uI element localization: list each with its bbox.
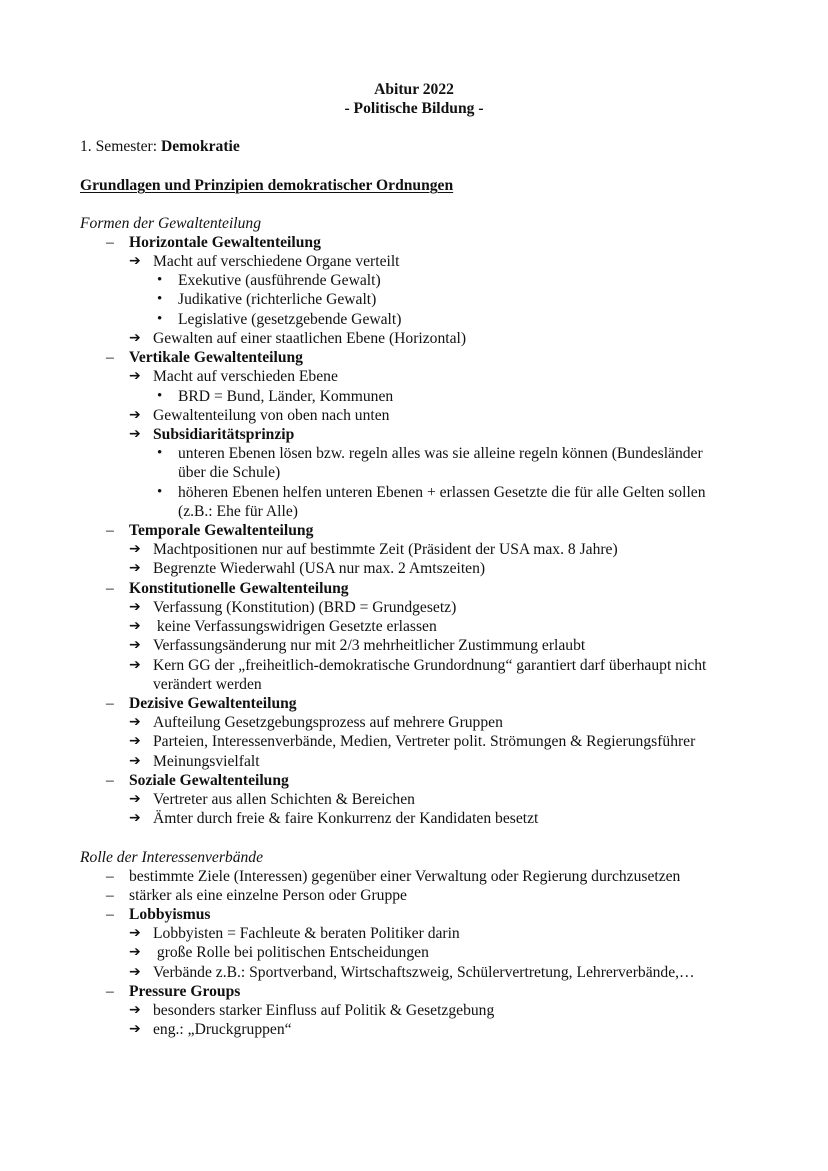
arrow-item: Lobbyisten = Fachleute & beraten Politiker darin xyxy=(153,925,460,942)
arrow-icon: ➔ xyxy=(129,964,141,980)
arrow-item: Gewalten auf einer staatlichen Ebene (Horizontal) xyxy=(153,330,467,347)
arrow-icon: ➔ xyxy=(129,253,141,269)
semester-label: 1. Semester: xyxy=(80,138,161,155)
item-title-pressure-groups: Pressure Groups xyxy=(129,983,241,1000)
arrow-item-subsidiaritaet: Subsidiaritätsprinzip xyxy=(153,426,295,443)
bullet-item: Legislative (gesetzgebende Gewalt) xyxy=(178,311,402,328)
arrow-item: Vertreter aus allen Schichten & Bereichen xyxy=(153,791,415,808)
arrow-icon: ➔ xyxy=(129,657,141,673)
bullet-item: Exekutive (ausführende Gewalt) xyxy=(178,272,381,289)
bullet-item: unteren Ebenen lösen bzw. regeln alles was sie alleine regeln können (Bundesländer xyxy=(178,445,703,462)
arrow-icon: ➔ xyxy=(129,426,141,442)
arrow-item: Begrenzte Wiederwahl (USA nur max. 2 Amtszeiten) xyxy=(153,560,486,577)
dash-icon: – xyxy=(106,983,114,1000)
item-title-sozial: Soziale Gewaltenteilung xyxy=(129,772,289,789)
arrow-item: keine Verfassungswidrigen Gesetzte erlassen xyxy=(153,618,437,635)
bullet-item-continuation: über die Schule) xyxy=(178,464,281,481)
bullet-icon: • xyxy=(157,311,163,327)
arrow-icon: ➔ xyxy=(129,925,141,941)
item-title-konstitutionell: Konstitutionelle Gewaltenteilung xyxy=(129,580,349,597)
arrow-item: Gewaltenteilung von oben nach unten xyxy=(153,407,390,424)
bullet-item: höheren Ebenen helfen unteren Ebenen + erlassen Gesetzte die für alle Gelten sollen xyxy=(178,484,706,501)
bullet-item: BRD = Bund, Länder, Kommunen xyxy=(178,388,394,405)
dash-icon: – xyxy=(106,887,114,904)
bullet-icon: • xyxy=(157,291,163,307)
semester-topic: Demokratie xyxy=(160,138,240,155)
bullet-icon: • xyxy=(157,272,163,288)
dash-icon: – xyxy=(106,868,114,885)
document-title: Abitur 2022 xyxy=(374,81,454,98)
arrow-icon: ➔ xyxy=(129,368,141,384)
dash-icon: – xyxy=(106,522,114,539)
item-title-horizontal: Horizontale Gewaltenteilung xyxy=(129,234,321,251)
arrow-item: eng.: „Druckgruppen“ xyxy=(153,1021,292,1038)
arrow-item: besonders starker Einfluss auf Politik & Gesetzgebung xyxy=(153,1002,495,1019)
arrow-item: Macht auf verschieden Ebene xyxy=(153,368,338,385)
bullet-icon: • xyxy=(157,388,163,404)
arrow-icon: ➔ xyxy=(129,810,141,826)
arrow-item: große Rolle bei politischen Entscheidungen xyxy=(153,944,429,961)
arrow-icon: ➔ xyxy=(129,1002,141,1018)
arrow-item: Parteien, Interessenverbände, Medien, Vertreter polit. Strömungen & Regierungsführer xyxy=(153,733,696,750)
arrow-item: Meinungsvielfalt xyxy=(153,753,260,770)
dash-icon: – xyxy=(106,695,114,712)
arrow-icon: ➔ xyxy=(129,541,141,557)
bullet-icon: • xyxy=(157,484,163,500)
section-heading: Grundlagen und Prinzipien demokratischer Ordnungen xyxy=(80,177,454,194)
arrow-item: Ämter durch freie & faire Konkurrenz der Kandidaten besetzt xyxy=(153,810,539,827)
item-title-lobbyismus: Lobbyismus xyxy=(129,906,211,923)
dash-icon: – xyxy=(106,349,114,366)
arrow-item: Aufteilung Gesetzgebungsprozess auf mehrere Gruppen xyxy=(153,714,503,731)
arrow-item: Verfassungsänderung nur mit 2/3 mehrheitlicher Zustimmung erlaubt xyxy=(153,637,586,654)
document-subtitle: - Politische Bildung - xyxy=(344,100,484,117)
item-title-temporal: Temporale Gewaltenteilung xyxy=(129,522,314,539)
arrow-item-continuation: verändert werden xyxy=(153,676,262,693)
bullet-item-continuation: (z.B.: Ehe für Alle) xyxy=(178,503,298,520)
arrow-item: Kern GG der „freiheitlich-demokratische Grundordnung“ garantiert darf überhaupt nicht xyxy=(153,657,707,674)
item-title-vertikal: Vertikale Gewaltenteilung xyxy=(129,349,303,366)
arrow-icon: ➔ xyxy=(129,618,141,634)
semester-line xyxy=(80,137,240,156)
arrow-icon: ➔ xyxy=(129,944,141,960)
arrow-icon: ➔ xyxy=(129,753,141,769)
arrow-icon: ➔ xyxy=(129,599,141,615)
subsection-heading-interessenverbaende: Rolle der Interessenverbände xyxy=(80,849,264,866)
arrow-item: Verbände z.B.: Sportverband, Wirtschaftszweig, Schülervertretung, Lehrerverbände,… xyxy=(153,964,695,981)
subsection-heading-gewaltenteilung: Formen der Gewaltenteilung xyxy=(80,215,262,232)
arrow-item: Machtpositionen nur auf bestimmte Zeit (Präsident der USA max. 8 Jahre) xyxy=(153,541,618,558)
arrow-icon: ➔ xyxy=(129,330,141,346)
arrow-icon: ➔ xyxy=(129,733,141,749)
bullet-icon: • xyxy=(157,445,163,461)
dash-icon: – xyxy=(106,580,114,597)
arrow-icon: ➔ xyxy=(129,407,141,423)
arrow-icon: ➔ xyxy=(129,560,141,576)
dash-item: stärker als eine einzelne Person oder Gruppe xyxy=(129,887,407,904)
bullet-item: Judikative (richterliche Gewalt) xyxy=(178,291,377,308)
arrow-icon: ➔ xyxy=(129,1021,141,1037)
arrow-icon: ➔ xyxy=(129,637,141,653)
dash-icon: – xyxy=(106,234,114,251)
dash-icon: – xyxy=(106,772,114,789)
arrow-icon: ➔ xyxy=(129,714,141,730)
item-title-dezisiv: Dezisive Gewaltenteilung xyxy=(129,695,297,712)
arrow-item: Macht auf verschiedene Organe verteilt xyxy=(153,253,400,270)
arrow-icon: ➔ xyxy=(129,791,141,807)
arrow-item: Verfassung (Konstitution) (BRD = Grundgesetz) xyxy=(153,599,457,616)
dash-icon: – xyxy=(106,906,114,923)
dash-item: bestimmte Ziele (Interessen) gegenüber einer Verwaltung oder Regierung durchzusetzen xyxy=(129,868,681,885)
